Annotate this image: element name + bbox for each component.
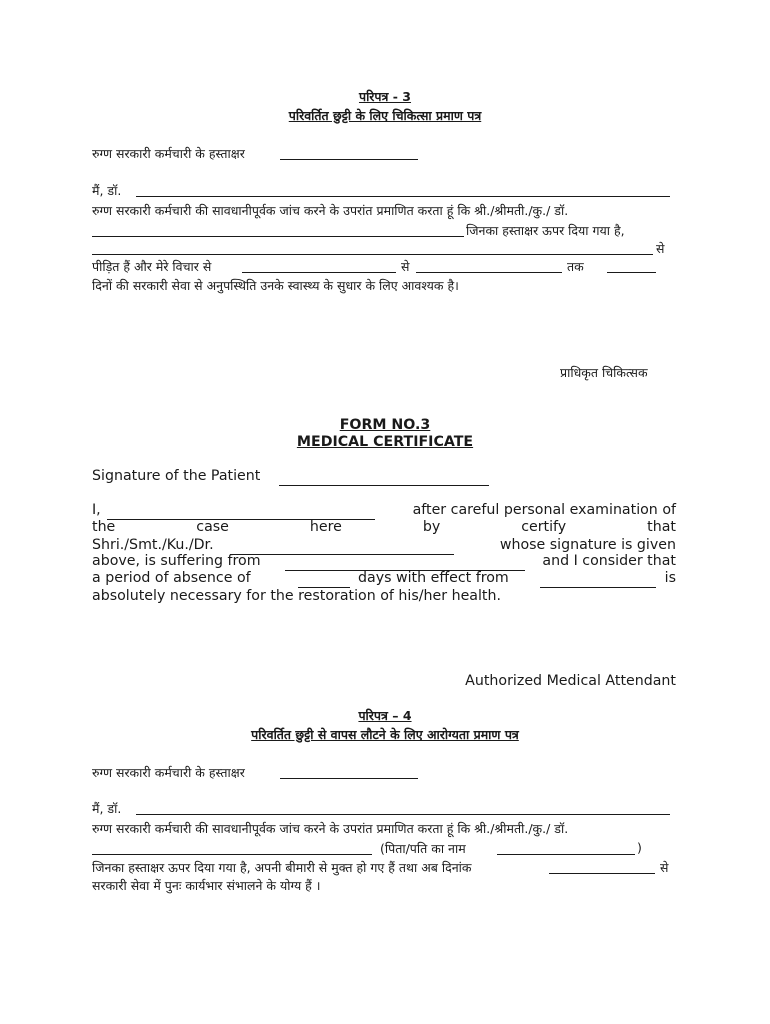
- form3-hindi-tak: तक: [567, 259, 584, 274]
- form3-hindi-days-line: [242, 272, 396, 273]
- form3-english-days-effect: days with effect from: [358, 570, 509, 586]
- form3-english-patient-signature-label: Signature of the Patient: [92, 468, 261, 484]
- form3-english-period: a period of absence of: [92, 570, 251, 586]
- form3-english-patient-signature-line: [279, 485, 489, 486]
- form4-hindi-examination-text: रुग्ण सरकारी कर्मचारी की सावधानीपूर्वक जांच करने के उपरांत प्रमाणित करता हूं कि श्री./श्रीमती./कु./ डॉ.: [92, 821, 569, 836]
- form3-hindi-se-2: से: [401, 259, 410, 274]
- form4-hindi-doctor-prefix: मैं, डॉ.: [92, 801, 122, 816]
- form3-english-suffering: above, is suffering from: [92, 553, 261, 569]
- form3-hindi-illness-line: [92, 254, 653, 255]
- form3-hindi-absence-text: दिनों की सरकारी सेवा से अनुपस्थिति उनके स्वास्थ्य के सुधार के लिए आवश्यक है।: [92, 278, 459, 293]
- form3-hindi-heading: परिपत्र - 3: [358, 89, 412, 104]
- form4-hindi-doctor-name-line: [136, 814, 670, 815]
- form3-hindi-authority: प्राधिकृत चिकित्सक: [560, 365, 648, 380]
- word-case: case: [196, 519, 229, 535]
- form3-hindi-from-date-line: [416, 272, 562, 273]
- word-by: by: [422, 519, 441, 535]
- form3-hindi-patient-signature-label: रुग्ण सरकारी कर्मचारी के हस्ताक्षर: [92, 146, 245, 161]
- form3-english-whose-signature: whose signature is given: [499, 537, 676, 553]
- form3-english-consider: and I consider that: [542, 553, 676, 569]
- form3-english-certify-row: [92, 519, 676, 535]
- form3-hindi-to-date-line: [607, 272, 656, 273]
- form4-hindi-close-paren: ): [637, 840, 642, 855]
- word-that: that: [647, 519, 676, 535]
- form3-hindi-suffering-text: पीड़ित हैं और मेरे विचार से: [92, 259, 212, 274]
- form3-hindi-doctor-prefix: मैं, डॉ.: [92, 183, 122, 198]
- form3-english-necessary: absolutely necessary for the restoration of his/her health.: [92, 588, 501, 604]
- form4-hindi-employee-name-line: [92, 854, 372, 855]
- form3-english-shri: Shri./Smt./Ku./Dr.: [92, 537, 214, 553]
- form3-hindi-subheading: परिवर्तित छुट्टी के लिए चिकित्सा प्रमाण पत्र: [288, 108, 482, 123]
- form3-hindi-whose-signature: जिनका हस्ताक्षर ऊपर दिया गया है,: [466, 223, 625, 238]
- form3-hindi-se: से: [656, 241, 665, 256]
- form4-hindi-date-line: [549, 873, 655, 874]
- form3-english-subheading: MEDICAL CERTIFICATE: [296, 434, 474, 450]
- form4-hindi-father-name-line: [497, 854, 635, 855]
- form4-hindi-resume-duty: सरकारी सेवा में पुनः कार्यभार संभालने के योग्य हैं ।: [92, 878, 321, 893]
- form3-english-i-prefix: I,: [92, 502, 101, 518]
- form4-hindi-patient-signature-line: [280, 778, 418, 779]
- form3-english-authority: Authorized Medical Attendant: [465, 673, 676, 689]
- word-the: the: [92, 519, 116, 535]
- form3-hindi-patient-signature-line: [280, 159, 418, 160]
- form4-hindi-subheading: परिवर्तित छुट्टी से वापस लौटने के लिए आरोग्यता प्रमाण पत्र: [251, 727, 519, 742]
- form3-hindi-employee-name-line: [92, 236, 464, 237]
- word-certify: certify: [521, 519, 567, 535]
- form4-hindi-free-from-illness: जिनका हस्ताक्षर ऊपर दिया गया है, अपनी बीमारी से मुक्त हो गए हैं तथा अब दिनांक: [92, 860, 472, 875]
- form4-hindi-patient-signature-label: रुग्ण सरकारी कर्मचारी के हस्ताक्षर: [92, 765, 245, 780]
- form3-english-employee-name-line: [230, 554, 454, 555]
- form3-english-is: is: [664, 570, 676, 586]
- form3-english-after-careful: after careful personal examination of: [412, 502, 676, 518]
- form4-hindi-se: से: [660, 860, 669, 875]
- word-here: here: [309, 519, 342, 535]
- form3-english-heading: FORM NO.3: [339, 417, 431, 433]
- form3-hindi-doctor-name-line: [136, 196, 670, 197]
- form3-hindi-examination-text: रुग्ण सरकारी कर्मचारी की सावधानीपूर्वक जांच करने के उपरांत प्रमाणित करता हूं कि श्री./श्रीमती./कु./ डॉ.: [92, 203, 569, 218]
- form4-hindi-heading: परिपत्र – 4: [358, 708, 412, 723]
- form3-english-from-date-line: [540, 587, 656, 588]
- form4-hindi-father-name: (पिता/पति का नाम: [380, 841, 466, 856]
